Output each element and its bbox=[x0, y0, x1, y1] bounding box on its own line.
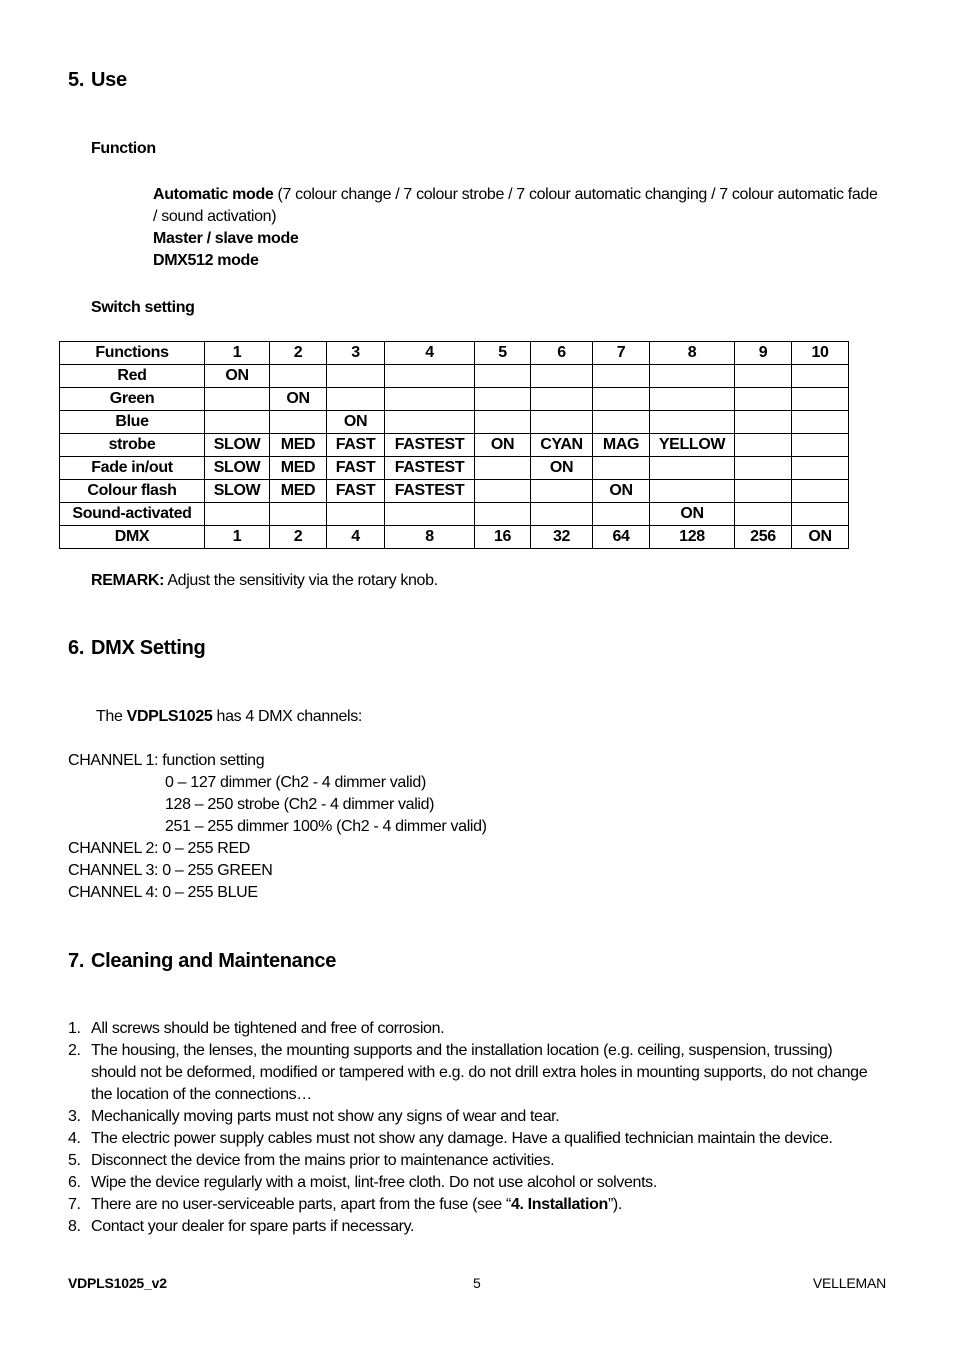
table-cell bbox=[531, 480, 593, 503]
table-cell bbox=[593, 411, 650, 434]
table-cell: SLOW bbox=[205, 457, 270, 480]
table-cell bbox=[475, 365, 531, 388]
table-cell: ON bbox=[531, 457, 593, 480]
list-item: 1. All screws should be tightened and free of corrosion. bbox=[68, 1020, 445, 1037]
table-cell bbox=[593, 503, 650, 526]
table-header-cell: 9 bbox=[735, 342, 792, 365]
table-cell bbox=[270, 411, 327, 434]
table-row-label: strobe bbox=[60, 434, 205, 457]
section-6-heading: 6. DMX Setting bbox=[68, 637, 206, 659]
channel-4: CHANNEL 4: 0 – 255 BLUE bbox=[68, 884, 258, 901]
table-cell: 64 bbox=[593, 526, 650, 549]
table-row-label: Red bbox=[60, 365, 205, 388]
table-header-cell: 6 bbox=[531, 342, 593, 365]
dmx-channel-list bbox=[68, 750, 487, 904]
table-cell bbox=[735, 388, 792, 411]
footer-page-number: 5 bbox=[473, 1275, 481, 1291]
table-cell bbox=[792, 457, 849, 480]
list-item: 4. The electric power supply cables must not show any damage. Have a qualified technician maintain the device. bbox=[68, 1130, 833, 1147]
table-cell bbox=[475, 411, 531, 434]
table-header-cell: 2 bbox=[270, 342, 327, 365]
table-header-row bbox=[60, 342, 849, 365]
mode-list bbox=[153, 184, 883, 272]
table-cell bbox=[475, 388, 531, 411]
table-cell bbox=[792, 480, 849, 503]
table-row-label: Green bbox=[60, 388, 205, 411]
table-header-cell: 3 bbox=[327, 342, 385, 365]
table-header-cell: 10 bbox=[792, 342, 849, 365]
list-item: 8. Contact your dealer for spare parts if necessary. bbox=[68, 1218, 415, 1235]
footer-brand: VELLEMAN bbox=[812, 1275, 886, 1291]
dmx512-mode: DMX512 mode bbox=[153, 252, 259, 269]
table-row bbox=[60, 411, 849, 434]
table-cell: FASTEST bbox=[385, 434, 475, 457]
table-row bbox=[60, 457, 849, 480]
table-row-label: Sound-activated bbox=[60, 503, 205, 526]
table-cell bbox=[735, 503, 792, 526]
table-cell: 2 bbox=[270, 526, 327, 549]
table-cell bbox=[205, 503, 270, 526]
table-row-label: Fade in/out bbox=[60, 457, 205, 480]
table-cell bbox=[650, 365, 735, 388]
table-cell bbox=[792, 503, 849, 526]
footer-model: VDPLS1025_v2 bbox=[68, 1275, 167, 1291]
table-cell: 32 bbox=[531, 526, 593, 549]
table-row-label: Colour flash bbox=[60, 480, 205, 503]
table-cell bbox=[531, 411, 593, 434]
table-cell bbox=[735, 457, 792, 480]
table-cell bbox=[792, 411, 849, 434]
table-cell bbox=[531, 503, 593, 526]
remark: REMARK: Adjust the sensitivity via the rotary knob. bbox=[91, 572, 438, 589]
table-cell: ON bbox=[650, 503, 735, 526]
table-cell: MAG bbox=[593, 434, 650, 457]
table-cell: FAST bbox=[327, 480, 385, 503]
table-cell: ON bbox=[475, 434, 531, 457]
table-row bbox=[60, 388, 849, 411]
table-cell: ON bbox=[270, 388, 327, 411]
table-cell: 4 bbox=[327, 526, 385, 549]
switch-setting-subheading: Switch setting bbox=[91, 299, 195, 316]
table-cell: FAST bbox=[327, 457, 385, 480]
table-cell: 128 bbox=[650, 526, 735, 549]
table-cell: ON bbox=[792, 526, 849, 549]
automatic-mode-line: Automatic mode (7 colour change / 7 colour strobe / 7 colour automatic changing / 7 colour automatic fade / sound activation) bbox=[153, 186, 878, 225]
maintenance-list bbox=[68, 1018, 868, 1238]
table-cell: MED bbox=[270, 457, 327, 480]
list-item: 3. Mechanically moving parts must not show any signs of wear and tear. bbox=[68, 1108, 560, 1125]
list-item: 6. Wipe the device regularly with a moist, lint-free cloth. Do not use alcohol or solvents. bbox=[68, 1174, 657, 1191]
switch-table-body bbox=[60, 342, 849, 549]
table-cell bbox=[593, 388, 650, 411]
table-cell bbox=[385, 365, 475, 388]
table-row bbox=[60, 480, 849, 503]
table-cell bbox=[531, 365, 593, 388]
table-cell bbox=[475, 480, 531, 503]
master-slave-mode: Master / slave mode bbox=[153, 230, 299, 247]
table-cell bbox=[735, 411, 792, 434]
channel-1: CHANNEL 1: function setting bbox=[68, 752, 265, 769]
table-header-cell: 7 bbox=[593, 342, 650, 365]
table-cell bbox=[327, 388, 385, 411]
dmx-intro: The VDPLS1025 has 4 DMX channels: bbox=[96, 708, 362, 725]
table-cell: YELLOW bbox=[650, 434, 735, 457]
list-item: 2. The housing, the lenses, the mounting supports and the installation location (e.g. ceiling, suspension, trussing) should not be deformed, modified or tampered with e.g. do not drill extra holes in mounting supports, do not change the location of the connections… bbox=[68, 1042, 868, 1103]
table-header-cell: 1 bbox=[205, 342, 270, 365]
table-row-label: Blue bbox=[60, 411, 205, 434]
table-cell bbox=[327, 365, 385, 388]
table-cell: 16 bbox=[475, 526, 531, 549]
table-cell bbox=[475, 457, 531, 480]
table-cell bbox=[205, 411, 270, 434]
table-cell: SLOW bbox=[205, 434, 270, 457]
table-header-cell: Functions bbox=[60, 342, 205, 365]
table-cell: MED bbox=[270, 434, 327, 457]
table-cell bbox=[650, 480, 735, 503]
section-5-heading: 5. Use bbox=[68, 69, 127, 91]
table-cell: 1 bbox=[205, 526, 270, 549]
section-7-heading: 7. Cleaning and Maintenance bbox=[68, 950, 337, 972]
table-cell bbox=[475, 503, 531, 526]
table-cell bbox=[650, 457, 735, 480]
table-cell bbox=[270, 503, 327, 526]
channel-1-range-full: 251 – 255 dimmer 100% (Ch2 - 4 dimmer valid) bbox=[165, 818, 487, 835]
table-cell bbox=[735, 480, 792, 503]
table-cell: FAST bbox=[327, 434, 385, 457]
table-cell: FASTEST bbox=[385, 480, 475, 503]
table-row-label: DMX bbox=[60, 526, 205, 549]
table-row bbox=[60, 365, 849, 388]
table-cell bbox=[270, 365, 327, 388]
table-cell bbox=[205, 388, 270, 411]
list-item: 7. There are no user-serviceable parts, apart from the fuse (see “4. Installation”). bbox=[68, 1196, 622, 1213]
table-cell bbox=[792, 388, 849, 411]
table-row bbox=[60, 434, 849, 457]
table-cell bbox=[385, 388, 475, 411]
channel-2: CHANNEL 2: 0 – 255 RED bbox=[68, 840, 251, 857]
table-cell bbox=[650, 388, 735, 411]
table-cell: SLOW bbox=[205, 480, 270, 503]
table-cell bbox=[792, 365, 849, 388]
table-cell: ON bbox=[327, 411, 385, 434]
switch-setting-table bbox=[59, 341, 849, 549]
table-cell bbox=[385, 411, 475, 434]
table-cell bbox=[735, 365, 792, 388]
list-item: 5. Disconnect the device from the mains prior to maintenance activities. bbox=[68, 1152, 555, 1169]
table-cell bbox=[327, 503, 385, 526]
table-header-cell: 4 bbox=[385, 342, 475, 365]
table-cell bbox=[650, 411, 735, 434]
table-row bbox=[60, 503, 849, 526]
table-header-cell: 8 bbox=[650, 342, 735, 365]
table-row bbox=[60, 526, 849, 549]
table-cell bbox=[593, 365, 650, 388]
table-cell: FASTEST bbox=[385, 457, 475, 480]
table-cell: ON bbox=[205, 365, 270, 388]
table-cell: MED bbox=[270, 480, 327, 503]
table-cell bbox=[792, 434, 849, 457]
table-cell: 256 bbox=[735, 526, 792, 549]
table-cell bbox=[531, 388, 593, 411]
channel-1-range-dimmer: 0 – 127 dimmer (Ch2 - 4 dimmer valid) bbox=[165, 774, 426, 791]
channel-1-range-strobe: 128 – 250 strobe (Ch2 - 4 dimmer valid) bbox=[165, 796, 435, 813]
function-subheading: Function bbox=[91, 140, 156, 157]
table-cell bbox=[385, 503, 475, 526]
table-header-cell: 5 bbox=[475, 342, 531, 365]
table-cell: CYAN bbox=[531, 434, 593, 457]
table-cell: 8 bbox=[385, 526, 475, 549]
channel-3: CHANNEL 3: 0 – 255 GREEN bbox=[68, 862, 273, 879]
table-cell: ON bbox=[593, 480, 650, 503]
table-cell bbox=[593, 457, 650, 480]
table-cell bbox=[735, 434, 792, 457]
